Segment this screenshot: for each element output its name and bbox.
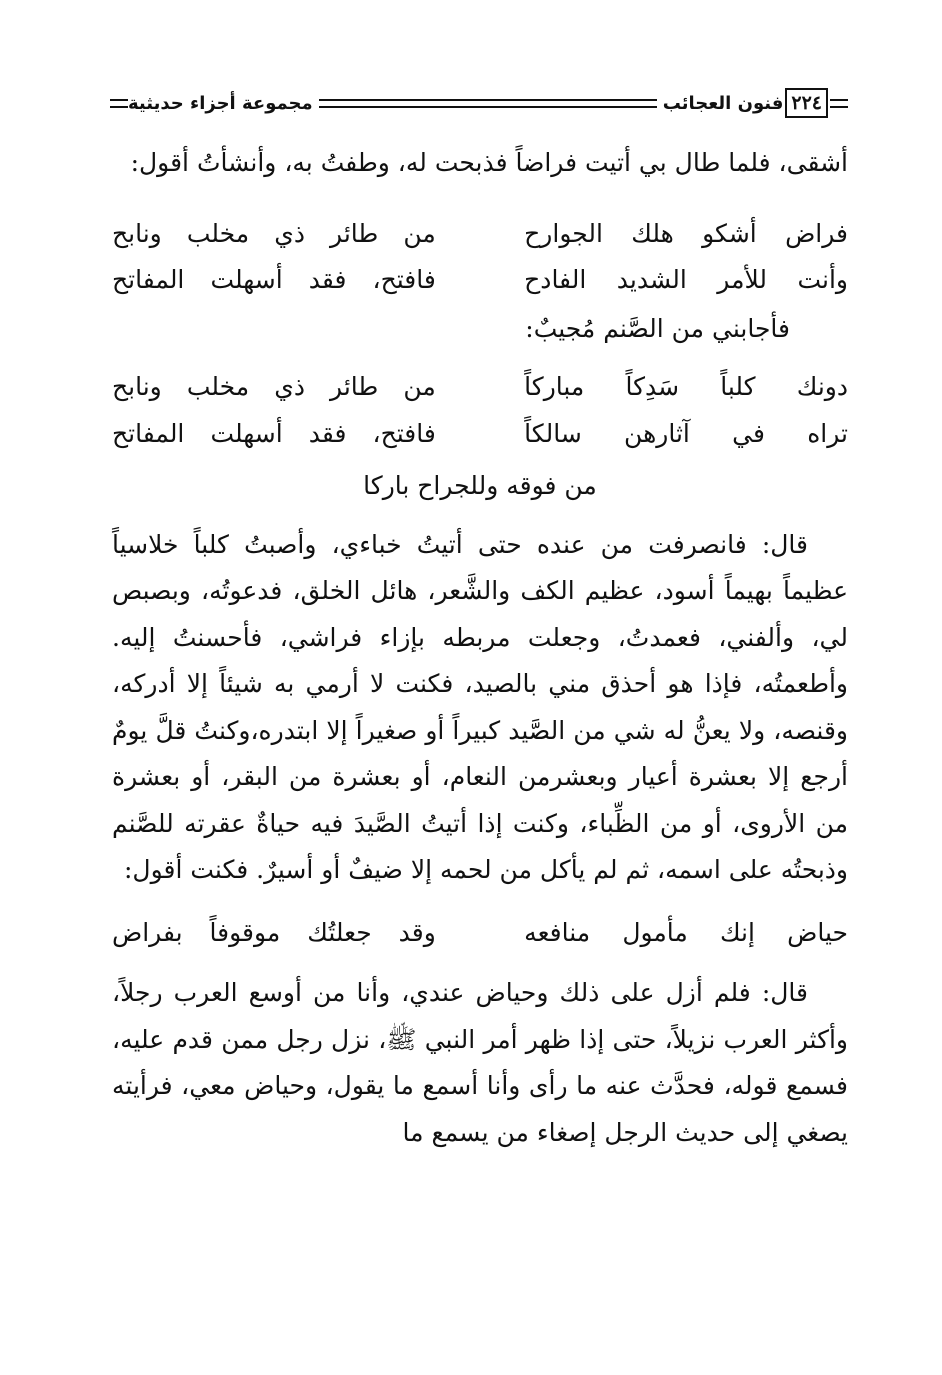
verse-first-hemistich: دونك كلباً سَدِكاً مباركاً [524, 372, 848, 401]
verse-line-hiyad [112, 910, 848, 957]
verse-second-hemistich: من طائر ذي مخلب ونابح [112, 218, 436, 248]
page-number: ٢٢٤ [785, 88, 828, 118]
verse-second-hemistich: من طائر ذي مخلب ونابح [112, 372, 436, 401]
verse-second-hemistich: فافتح، فقد أسهلت المفاتح [112, 418, 436, 448]
verse-first-hemistich: تراه في آثارهن سالكاً [524, 418, 848, 448]
verse-first-hemistich: فراض أشكو هلك الجوارح [524, 218, 848, 248]
paragraph-closing [112, 970, 848, 1156]
poem-block-2 [112, 364, 848, 457]
header-rule-right [830, 99, 848, 108]
verse-line [112, 257, 848, 304]
chapter-title: فنون العجائب [662, 92, 784, 114]
book-title: مجموعة أجزاء حديثية [128, 92, 313, 114]
header-rule-middle [319, 99, 657, 108]
verse-second-hemistich: وقد جعلتُك موقوفاً بفراض [112, 917, 436, 947]
verse-line [112, 411, 848, 458]
paragraph-opening: أشقى، فلما طال بي أتيت فراضاً فذبحت له، وطفتُ به، وأنشأتُ أقول: [130, 148, 848, 177]
poem-block-1 [112, 211, 848, 304]
verse-line [112, 211, 848, 258]
verse-line [112, 364, 848, 411]
centered-verse: من فوقه وللجراح باركا [363, 471, 597, 500]
page-body [112, 140, 848, 1156]
answer-intro: فأجابني من الصَّنم مُجيبٌ: [525, 313, 790, 343]
verse-second-hemistich: فافتح، فقد أسهلت المفاتح [112, 265, 436, 294]
verse-first-hemistich: حياض إنك مأمول منافعه [524, 917, 848, 947]
paragraph-story-text: قال: فانصرفت من عنده حتى أتيتُ خباءي، وأصبتُ كلباً خلاسياً عظيماً بهيماً أسود، عظيم الكف والشَّعر، هائل الخلق، فدعوتُه، وبصبص لي، وألفني، فعمدتُ، وجعلت مربطه بإزاء فراشي، فأحسنتُ إليه. وأطعمتُه، فإذا هو أحذق مني بالصيد، فكنت لا أرمي به شيئاً إلا أدركه، وقنصه، ولا يعنُّ له شي من الصَّيد كبيراً أو صغيراً إلا ابتدره،وكنتُ قلَّ يومٌ أرجع إلا بعشرة أعيار وبعشرمن النعام، أو بعشرة من البقر، أو بعشرة من الأروى، أو من الظِّباء، وكنت إذا أتيتُ الصَّيدَ فيه حياةٌ عقرته للصَّنم وذبحتُه على اسمه، ثم لم يأكل من لحمه إلا ضيفٌ أو أسيرٌ. فكنت أقول: [112, 529, 848, 884]
header-rule-left [110, 99, 128, 108]
running-header [110, 86, 848, 120]
paragraph-closing-text: قال: فلم أزل على ذلك وحياض عندي، وأنا من أوسع العرب رجلاً، وأكثر العرب نزيلاً، حتى إذا ظهر أمر النبي ﷺ، نزل رجل ممن قدم عليه، فسمع قوله، فحدَّث عنه ما رأى وأنا أسمع ما يقول، وحياض معي، فرأيته يصغي إلى حديث الرجل إصغاء من يسمع ما [112, 978, 848, 1147]
verse-first-hemistich: وأنت للأمر الشديد الفادح [524, 265, 848, 294]
paragraph-story [112, 522, 848, 894]
